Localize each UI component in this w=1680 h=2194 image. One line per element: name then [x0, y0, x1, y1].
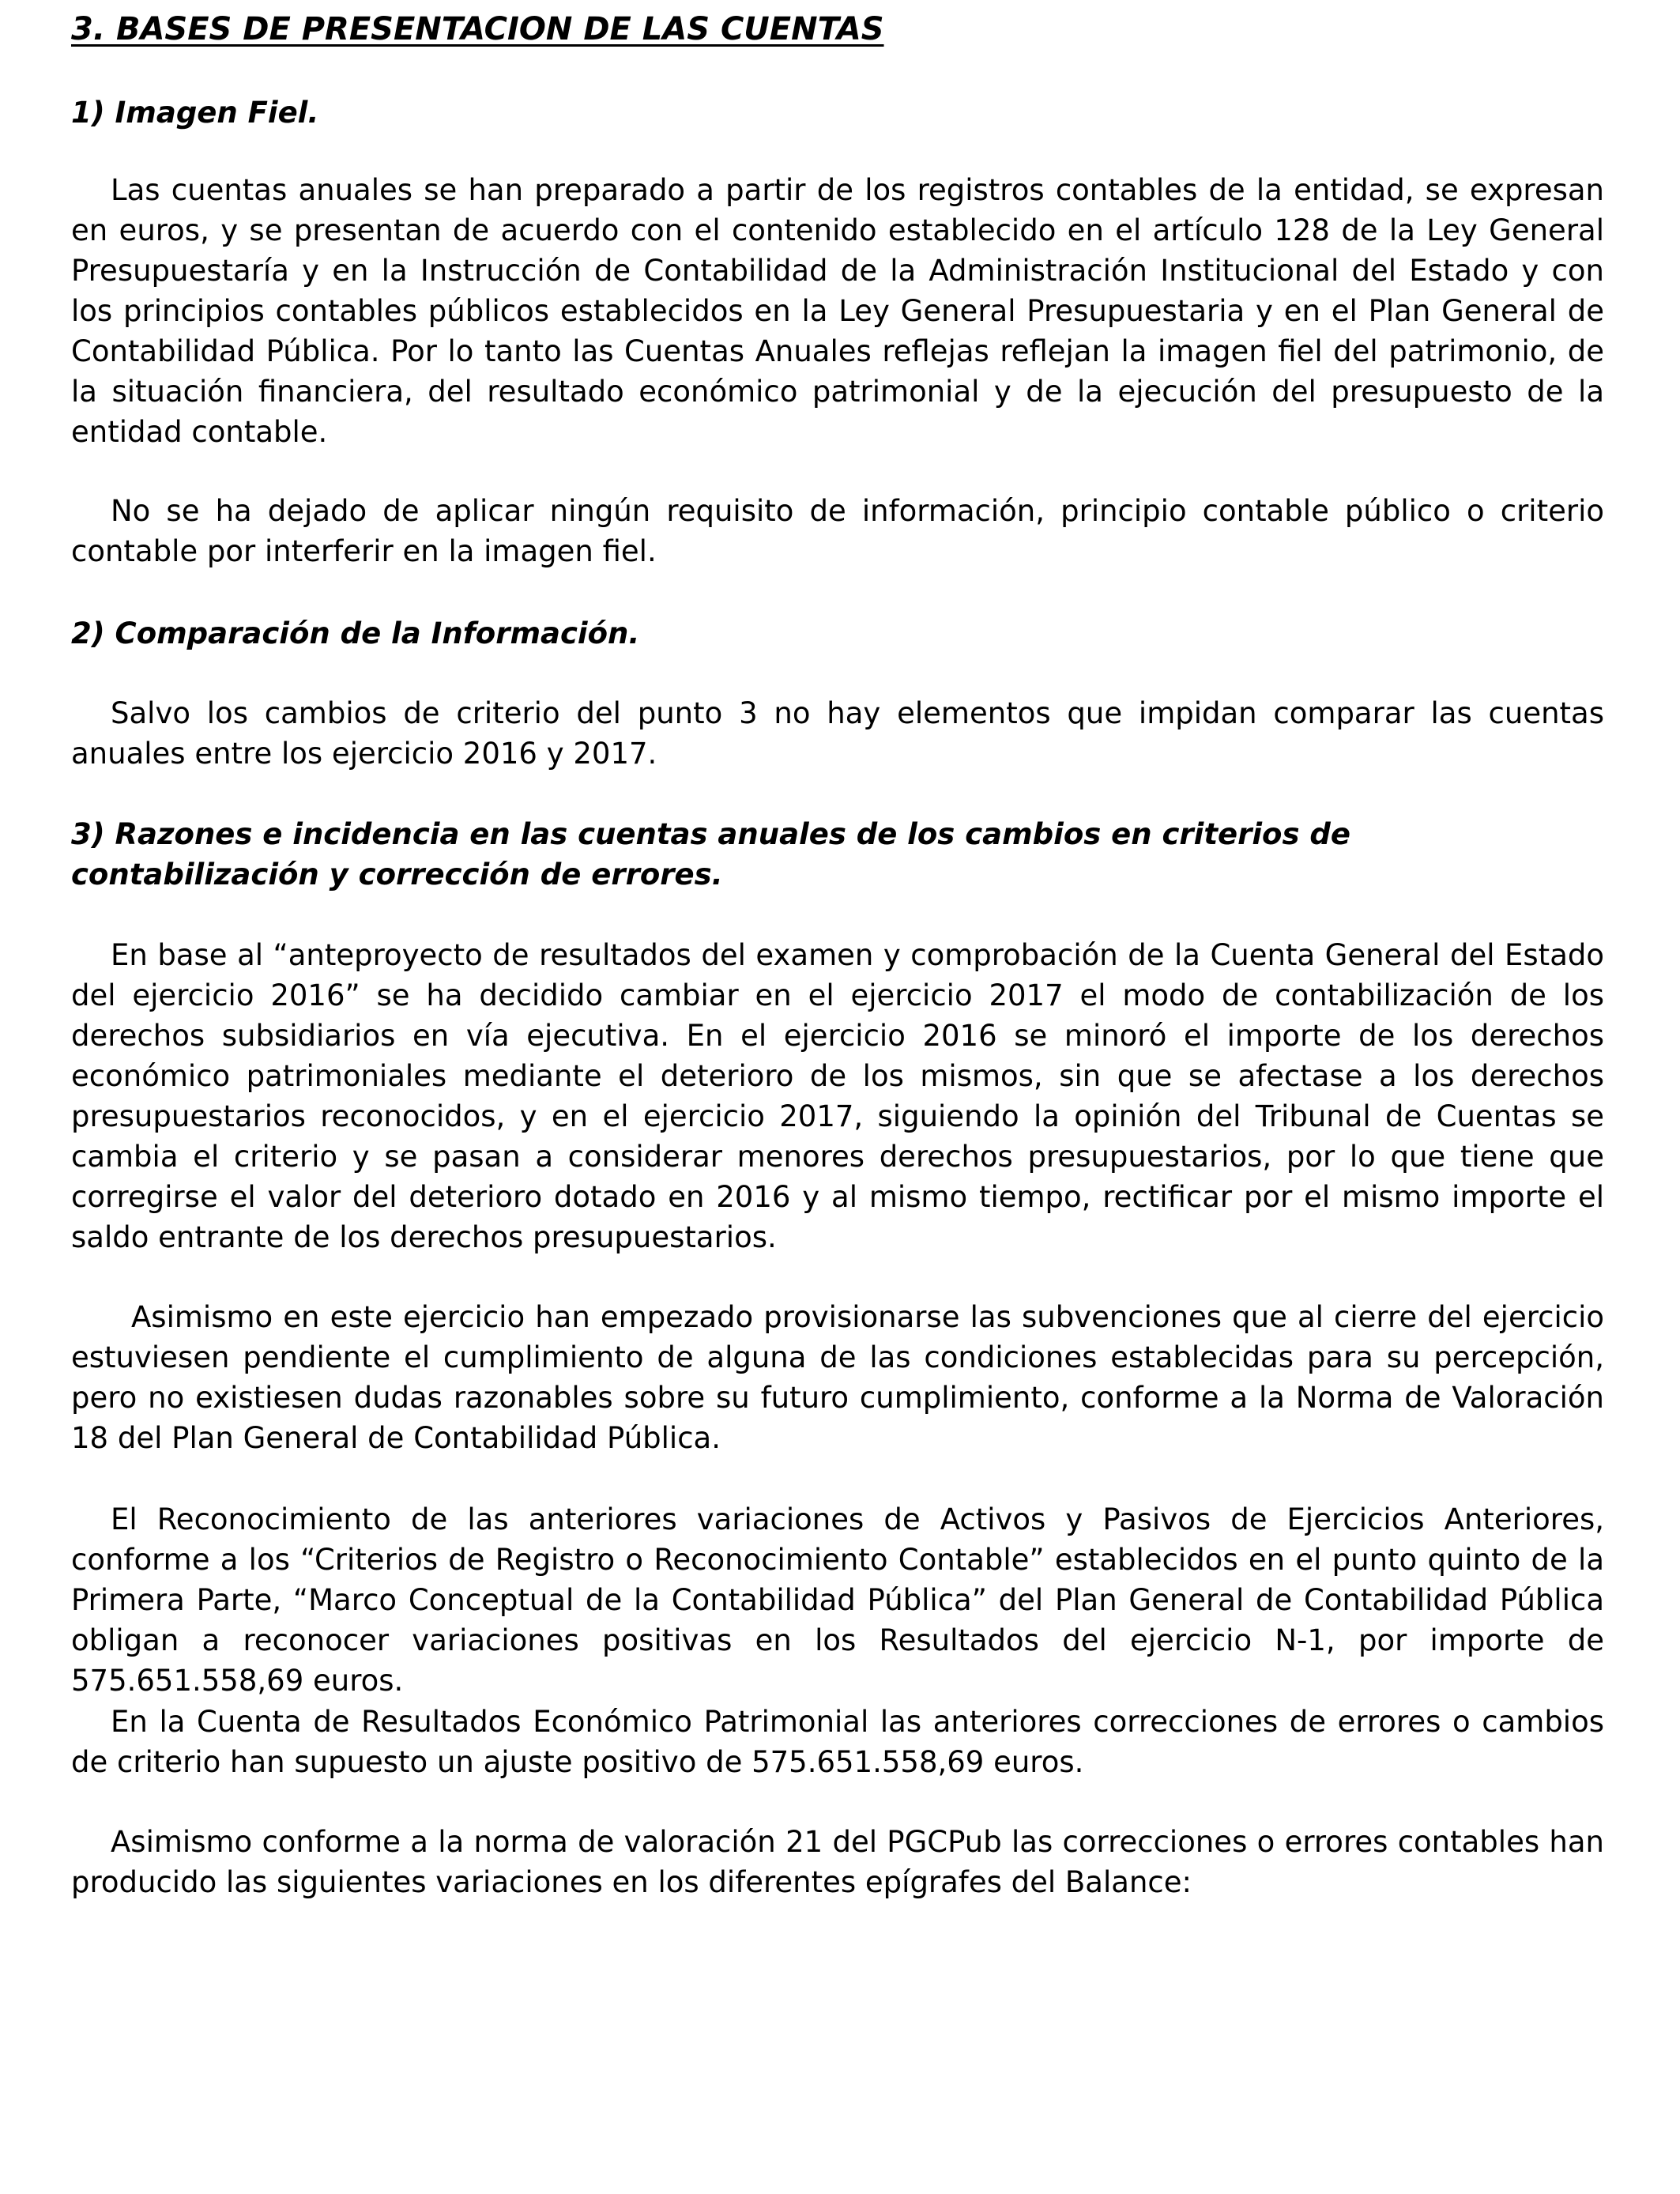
paragraph-comparacion: Salvo los cambios de criterio del punto 3 no hay elementos que impidan comparar las cuentas anuales entre los ejercicio 2016 y 2017.	[71, 696, 1604, 771]
paragraph-subvenciones: Asimismo en este ejercicio han empezado provisionarse las subvenciones que al cierre del ejercicio estuviesen pendiente el cumplimiento de alguna de las condiciones establecidas para su percepción, pero no existiesen dudas razonables sobre su futuro cumplimiento, conforme a la Norma de Valoración 18 del Plan General de Contabilidad Pública.	[71, 1300, 1604, 1455]
paragraph-imagen-fiel: Las cuentas anuales se han preparado a partir de los registros contables de la entidad, se expresan en euros, y se presentan de acuerdo con el contenido establecido en el artículo 128 de la Ley General Presupuestaría y en la Instrucción de Contabilidad de la Administración Institucional del Estado y con los principios contables públicos establecidos en la Ley General Presupuestaria y en el Plan General de Contabilidad Pública. Por lo tanto las Cuentas Anuales reflejas reflejan la imagen fiel del patrimonio, de la situación financiera, del resultado económico patrimonial y de la ejecución del presupuesto de la entidad contable.	[71, 173, 1604, 449]
paragraph-cuenta-resultados: En la Cuenta de Resultados Económico Patrimonial las anteriores correcciones de errores o cambios de criterio han supuesto un ajuste positivo de 575.651.558,69 euros.	[71, 1705, 1604, 1779]
heading-comparacion: 2) Comparación de la Información.	[71, 616, 640, 650]
paragraph-requisitos: No se ha dejado de aplicar ningún requisito de información, principio contable público o criterio contable por interferir en la imagen fiel.	[71, 494, 1604, 568]
section-title: 3. BASES DE PRESENTACION DE LAS CUENTAS	[71, 11, 884, 47]
heading-imagen-fiel: 1) Imagen Fiel.	[71, 96, 319, 130]
paragraph-variaciones-balance: Asimismo conforme a la norma de valoración 21 del PGCPub las correcciones o errores contables han producido las siguientes variaciones en los diferentes epígrafes del Balance:	[71, 1825, 1604, 1899]
heading-razones: 3) Razones e incidencia en las cuentas anuales de los cambios en criterios de contabilización y corrección de errores.	[71, 817, 1350, 892]
paragraph-reconocimiento: El Reconocimiento de las anteriores variaciones de Activos y Pasivos de Ejercicios Anteriores, conforme a los “Criterios de Registro o Reconocimiento Contable” establecidos en el punto quinto de la Primera Parte, “Marco Conceptual de la Contabilidad Pública” del Plan General de Contabilidad Pública obligan a reconocer variaciones positivas en los Resultados del ejercicio N-1, por importe de 575.651.558,69 euros.	[71, 1502, 1604, 1698]
paragraph-anteproyecto: En base al “anteproyecto de resultados del examen y comprobación de la Cuenta General del Estado del ejercicio 2016” se ha decidido cambiar en el ejercicio 2017 el modo de contabilización de los derechos subsidiarios en vía ejecutiva. En el ejercicio 2016 se minoró el importe de los derechos económico patrimoniales mediante el deterioro de los mismos, sin que se afectase a los derechos presupuestarios reconocidos, y en el ejercicio 2017, siguiendo la opinión del Tribunal de Cuentas se cambia el criterio y se pasan a considerar menores derechos presupuestarios, por lo que tiene que corregirse el valor del deterioro dotado en 2016 y al mismo tiempo, rectificar por el mismo importe el saldo entrante de los derechos presupuestarios.	[71, 938, 1604, 1254]
